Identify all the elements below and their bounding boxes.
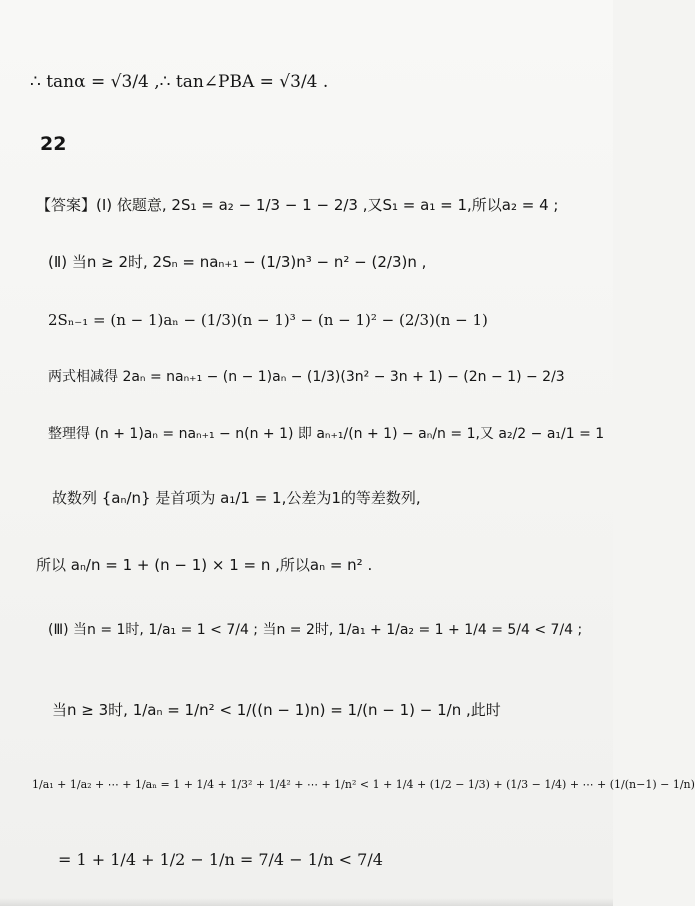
- telescoping-sum: 1/a₁ + 1/a₂ + ⋯ + 1/aₙ = 1 + 1/4 + 1/3² + 1/4² + ⋯ + 1/n² < 1 + 1/4 + (1/2 − 1/3) + (1/3 − 1/4) + ⋯ + (1/(n−1) − 1/n): [32, 778, 695, 791]
- question-number: 22: [40, 133, 67, 155]
- final-bound: = 1 + 1/4 + 1/2 − 1/n = 7/4 − 1/n < 7/4: [58, 850, 383, 869]
- answer-part-3-base-cases: (Ⅲ) 当n = 1时, 1/a₁ = 1 < 7/4 ; 当n = 2时, 1/a₁ + 1/a₂ = 1 + 1/4 = 5/4 < 7/4 ;: [48, 622, 583, 638]
- general-term-result: 所以 aₙ/n = 1 + (n − 1) × 1 = n ,所以aₙ = n² .: [36, 556, 373, 574]
- conclusion-tan-line: ∴ tanα = √3/4 ,∴ tan∠PBA = √3/4 .: [30, 72, 329, 92]
- answer-part-1: 【答案】(Ⅰ) 依题意, 2S₁ = a₂ − 1/3 − 1 − 2/3 ,又S₁ = a₁ = 1,所以a₂ = 4 ;: [36, 196, 559, 214]
- answer-part-3-inequality: 当n ≥ 3时, 1/aₙ = 1/n² < 1/((n − 1)n) = 1/(n − 1) − 1/n ,此时: [52, 701, 501, 719]
- rearrange-step: 整理得 (n + 1)aₙ = naₙ₊₁ − n(n + 1) 即 aₙ₊₁/(n + 1) − aₙ/n = 1,又 a₂/2 − a₁/1 = 1: [48, 426, 605, 442]
- shifted-sum-equation: 2Sₙ₋₁ = (n − 1)aₙ − (1/3)(n − 1)³ − (n − 1)² − (2/3)(n − 1): [48, 311, 488, 329]
- arithmetic-sequence-claim: 故数列 {aₙ/n} 是首项为 a₁/1 = 1,公差为1的等差数列,: [52, 489, 421, 507]
- answer-part-2-intro: (Ⅱ) 当n ≥ 2时, 2Sₙ = naₙ₊₁ − (1/3)n³ − n² − (2/3)n ,: [48, 253, 427, 271]
- subtraction-step: 两式相减得 2aₙ = naₙ₊₁ − (n − 1)aₙ − (1/3)(3n² − 3n + 1) − (2n − 1) − 2/3: [48, 369, 565, 385]
- page-bottom-shadow: [0, 898, 613, 906]
